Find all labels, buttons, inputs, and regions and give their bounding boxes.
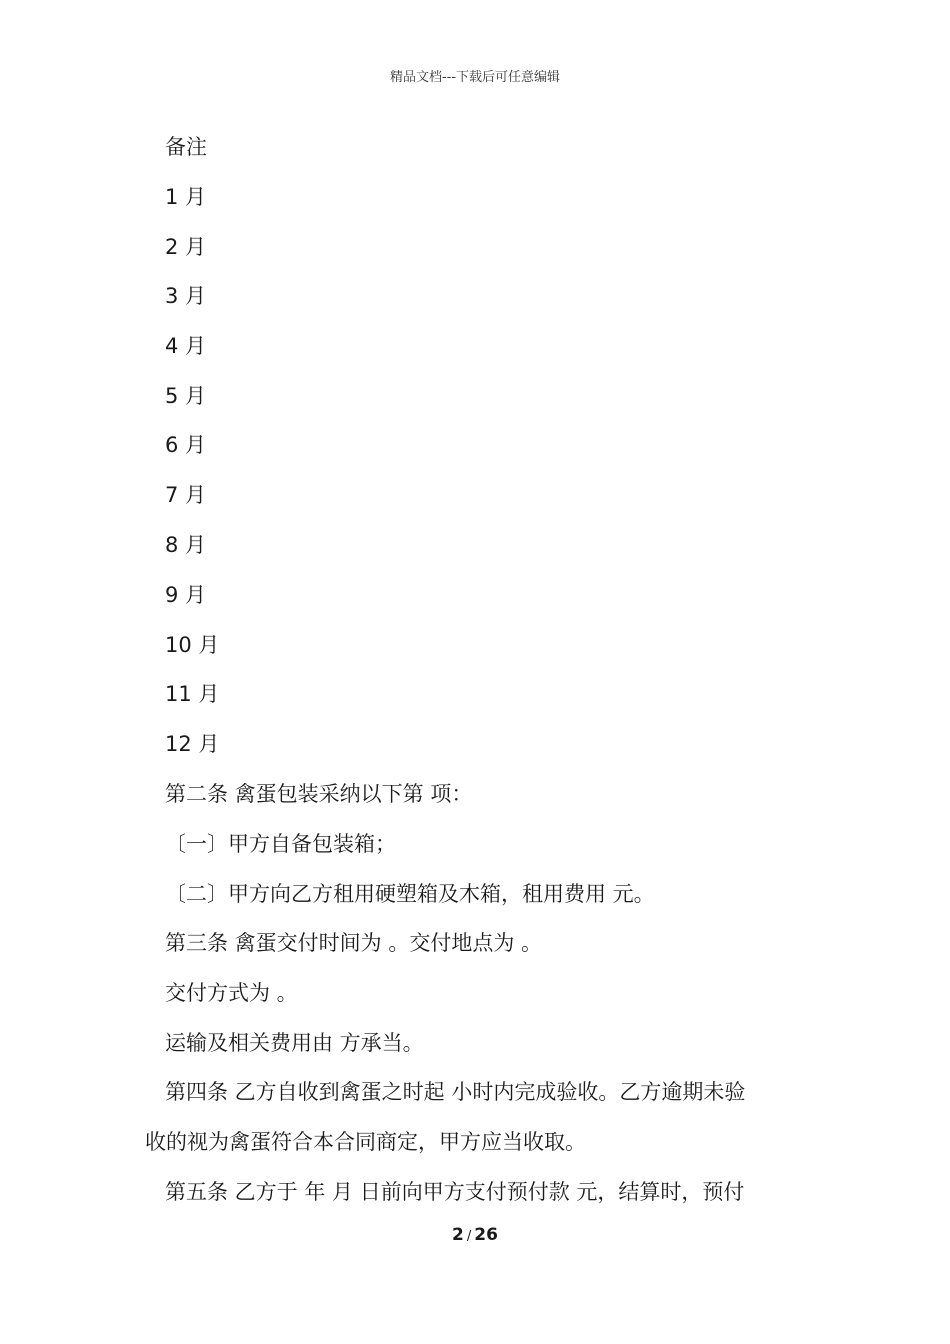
month-row: 5 月 xyxy=(165,384,207,408)
remarks-label: 备注 xyxy=(165,135,207,159)
article-4-text: 第四条 乙方自收到禽蛋之时起 小时内完成验收。乙方逾期未验 xyxy=(165,1080,746,1104)
transport-cost-text: 运输及相关费用由 方承当。 xyxy=(165,1031,424,1055)
month-row: 6 月 xyxy=(165,433,207,457)
month-row: 3 月 xyxy=(165,284,207,308)
article-3-text: 第三条 禽蛋交付时间为 。交付地点为 。 xyxy=(165,931,543,955)
page-separator: / xyxy=(466,1229,472,1244)
total-pages: 26 xyxy=(474,1225,498,1245)
article-2-heading: 第二条 禽蛋包装采纳以下第 项： xyxy=(165,782,473,806)
month-row: 1 月 xyxy=(165,185,207,209)
page-number xyxy=(0,1225,950,1245)
article-4-continuation: 收的视为禽蛋符合本合同商定，甲方应当收取。 xyxy=(145,1130,586,1154)
article-2-option-1: 〔一〕甲方自备包装箱； xyxy=(165,832,396,856)
month-row: 7 月 xyxy=(165,483,207,507)
article-2-option-2: 〔二〕甲方向乙方租用硬塑箱及木箱，租用费用 元。 xyxy=(165,882,655,906)
article-5-text: 第五条 乙方于 年 月 日前向甲方支付预付款 元，结算时，预付 xyxy=(165,1180,745,1204)
month-row: 2 月 xyxy=(165,235,207,259)
page-header: 精品文档---下载后可任意编辑 xyxy=(389,70,561,85)
delivery-method-text: 交付方式为 。 xyxy=(165,981,298,1005)
current-page: 2 xyxy=(452,1225,464,1245)
month-row: 4 月 xyxy=(165,334,207,358)
month-row: 11 月 xyxy=(165,682,220,706)
month-row: 10 月 xyxy=(165,633,220,657)
month-row: 9 月 xyxy=(165,583,207,607)
month-row: 12 月 xyxy=(165,732,220,756)
month-row: 8 月 xyxy=(165,533,207,557)
